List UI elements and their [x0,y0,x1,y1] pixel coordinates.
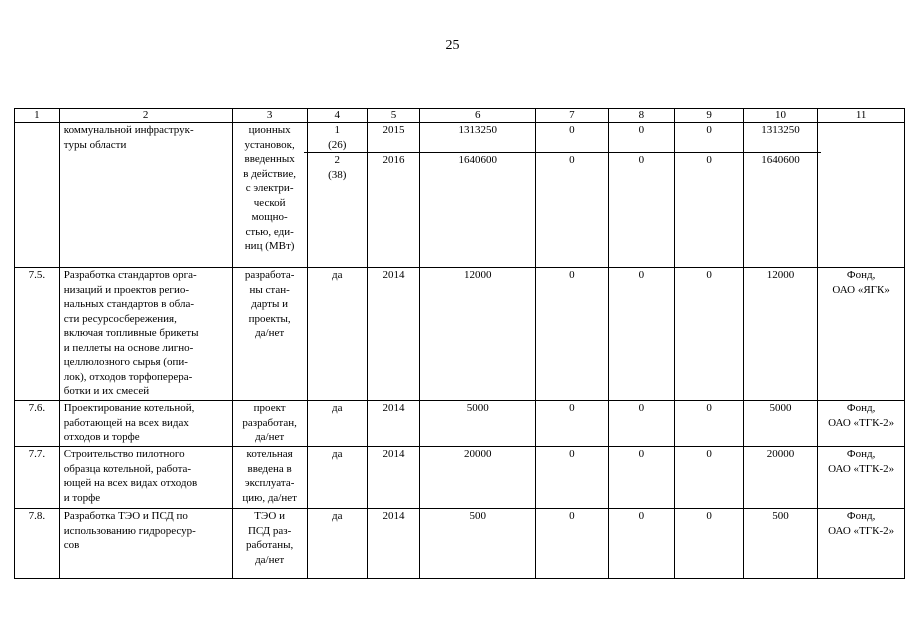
table-row [15,447,905,509]
item-value: да [307,509,367,579]
item-c8: 0 [608,447,675,509]
item-number: 7.6. [15,401,60,447]
item-c7: 0 [536,447,608,509]
item-indicator: разработа- ны стан- дарты и проекты, да/нет [232,268,307,401]
item-year: 2014 [367,268,420,401]
item-name: Разработка ТЭО и ПСД по использованию гидроресур- сов [59,509,232,579]
item-value: да [307,401,367,447]
item-year: 2014 [367,447,420,509]
item-total: 20000 [420,447,536,509]
item-executor: Фонд, ОАО «ТГК-2» [818,447,905,509]
item-c9: 0 [675,401,744,447]
sub-c9: 0 [706,154,712,166]
item-name: Разработка стандартов орга- низаций и проектов регио- нальных стандартов в обла- сти ресурсосбережения, включая топливные брикеты и пеллеты на основе лигно- целлюлозного сырья (опи- лок), отходов торфоперера- ботки и их смесей [59,268,232,401]
sub-value: 1 (26) [304,123,371,153]
item-year: 2014 [367,509,420,579]
column-number-row [15,109,905,123]
item-total [420,123,536,268]
item-c9: 0 [675,268,744,401]
item-c9: 0 [675,509,744,579]
item-c8: 0 [608,509,675,579]
table-row [15,509,905,579]
item-c10: 500 [743,509,817,579]
item-name: Проектирование котельной, работающей на всех видах отходов и торфе [59,401,232,447]
col-header: 4 [307,109,367,123]
sub-total: 1313250 [416,123,539,153]
col-header: 1 [15,109,60,123]
col-header: 11 [818,109,905,123]
item-executor: Фонд, ОАО «ТГК-2» [818,509,905,579]
item-number: 7.5. [15,268,60,401]
col-header: 7 [536,109,608,123]
sub-c7: 0 [569,154,575,166]
sub-value: 2 (38) [328,154,347,181]
col-header: 9 [675,109,744,123]
item-c8 [608,123,675,268]
item-executor: Фонд, ОАО «ТГК-2» [818,401,905,447]
item-total: 500 [420,509,536,579]
item-c10: 12000 [743,268,817,401]
item-c7: 0 [536,401,608,447]
item-c7: 0 [536,268,608,401]
item-number: 7.8. [15,509,60,579]
item-executor: Фонд, ОАО «ЯГК» [818,268,905,401]
item-c10: 20000 [743,447,817,509]
col-header: 10 [743,109,817,123]
table-row [15,268,905,401]
item-c9: 0 [675,447,744,509]
item-year: 2014 [367,401,420,447]
item-indicator: ТЭО и ПСД раз- работаны, да/нет [232,509,307,579]
sub-c10: 1640600 [761,154,800,166]
col-header: 5 [367,109,420,123]
item-indicator: ционных установок, введенных в действие, с электри- ческой мощно- стью, еди- ниц (МВт) [232,123,307,268]
col-header: 6 [420,109,536,123]
item-name: Строительство пилотного образца котельной, работа- ющей на всех видах отходов и торфе [59,447,232,509]
item-number: 7.7. [15,447,60,509]
program-table [14,108,905,579]
item-year [367,123,420,268]
item-name: коммунальной инфраструк- туры области [59,123,232,268]
item-c8: 0 [608,268,675,401]
item-value [307,123,367,268]
item-c10: 5000 [743,401,817,447]
table-row [15,123,905,268]
sub-c8: 0 [638,154,645,166]
item-total: 12000 [420,268,536,401]
col-header: 2 [59,109,232,123]
sub-c9: 0 [671,123,747,153]
sub-year: 2015 [364,123,424,153]
table-row [15,401,905,447]
sub-total: 1640600 [458,154,497,166]
item-value: да [307,447,367,509]
page-number: 25 [445,38,460,53]
sub-c8: 0 [605,123,679,153]
item-executor [818,123,905,268]
item-c10 [743,123,817,268]
col-header: 3 [232,109,307,123]
sub-c7: 0 [532,123,611,153]
item-indicator: проект разработан, да/нет [232,401,307,447]
item-c7: 0 [536,509,608,579]
item-number [15,123,60,268]
item-indicator: котельная введена в эксплуата- цию, да/нет [232,447,307,509]
item-c9 [675,123,744,268]
item-c7 [536,123,608,268]
item-c8: 0 [608,401,675,447]
item-value: да [307,268,367,401]
sub-c10: 1313250 [740,123,821,153]
item-total: 5000 [420,401,536,447]
sub-year: 2016 [382,154,405,166]
col-header: 8 [608,109,675,123]
